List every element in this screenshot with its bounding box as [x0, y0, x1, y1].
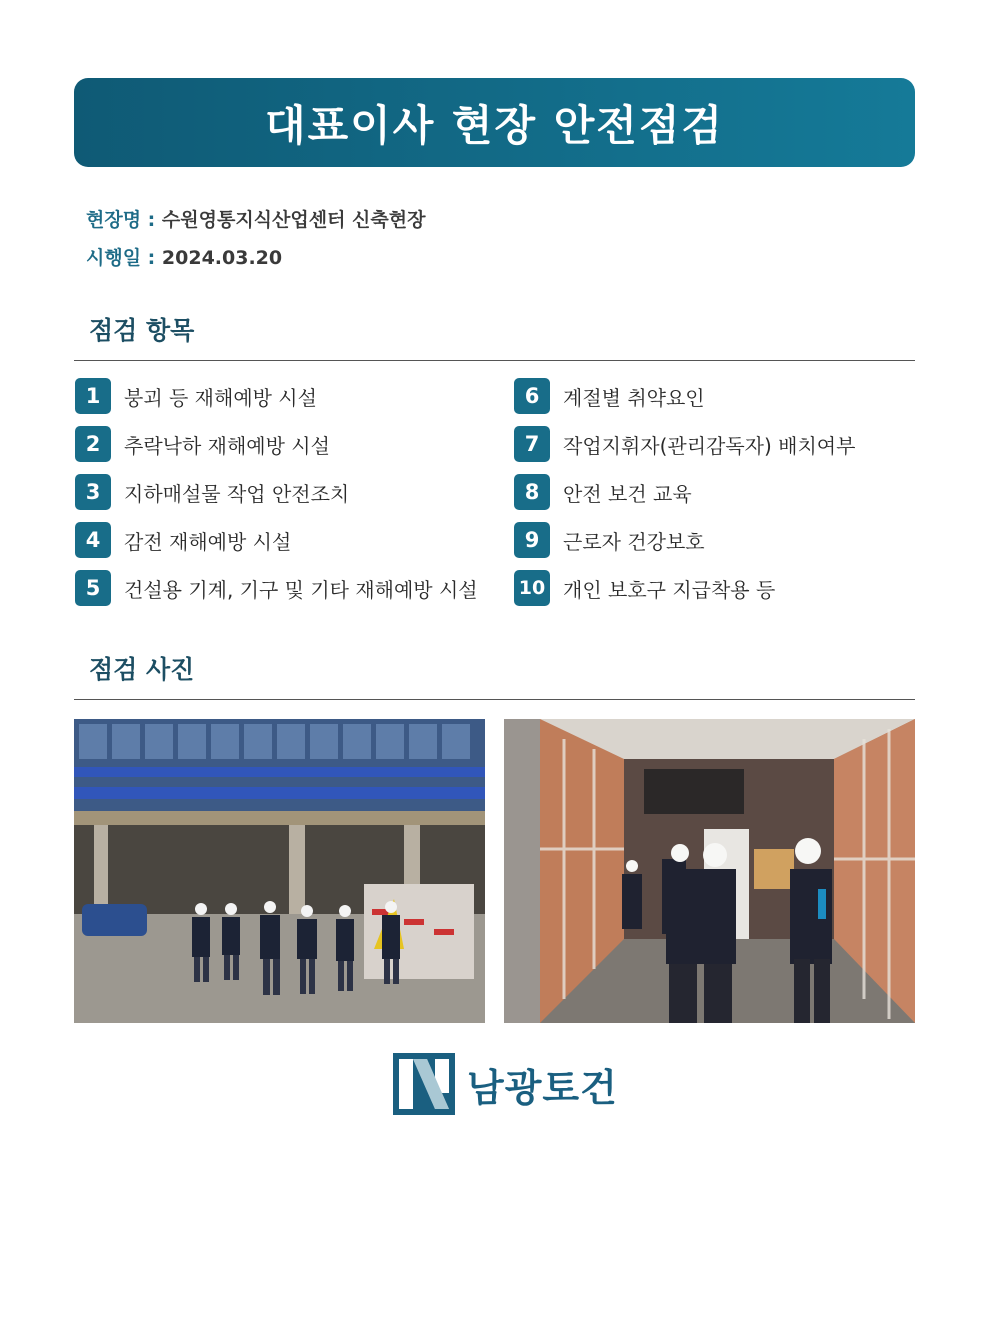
- site-label: 현장명 :: [86, 209, 156, 231]
- item-text: 작업지휘자(관리감독자) 배치여부: [563, 433, 856, 458]
- item-number-badge: 4: [75, 522, 111, 558]
- item-number-badge: 10: [514, 570, 550, 606]
- item-text: 계절별 취약요인: [563, 385, 705, 410]
- check-item: [514, 570, 775, 606]
- item-text: 근로자 건강보호: [563, 529, 705, 554]
- inspection-photo-exterior: [74, 719, 485, 1023]
- item-number-badge: 1: [75, 378, 111, 414]
- item-number-badge: 3: [75, 474, 111, 510]
- company-logo: [393, 1053, 618, 1115]
- check-item: [514, 522, 705, 558]
- site-value: 수원영통지식산업센터 신축현장: [161, 209, 426, 231]
- check-item: [75, 378, 317, 414]
- item-text: 추락낙하 재해예방 시설: [124, 433, 330, 458]
- title-banner: [74, 78, 915, 167]
- date-value: 2024.03.20: [161, 247, 283, 269]
- item-number-badge: 6: [514, 378, 550, 414]
- item-text: 지하매설물 작업 안전조치: [124, 481, 350, 506]
- item-text: 감전 재해예방 시설: [124, 529, 292, 554]
- page-title: 대표이사 현장 안전점검: [265, 100, 724, 150]
- check-item: [75, 426, 330, 462]
- company-logo-text: 남광토건: [467, 1065, 618, 1110]
- date-label: 시행일 :: [86, 247, 156, 269]
- photos-heading: 점검 사진: [89, 655, 195, 684]
- check-item: [514, 426, 855, 462]
- check-item: [75, 522, 291, 558]
- site-info: [86, 205, 425, 232]
- item-text: 건설용 기계, 기구 및 기타 재해예방 시설: [124, 577, 478, 602]
- item-number-badge: 8: [514, 474, 550, 510]
- inspection-photo-interior: [504, 719, 915, 1023]
- items-heading: 점검 항목: [89, 316, 195, 345]
- photos-divider: [74, 699, 915, 700]
- item-number-badge: 7: [514, 426, 550, 462]
- item-text: 붕괴 등 재해예방 시설: [124, 385, 317, 410]
- item-text: 안전 보건 교육: [563, 481, 692, 506]
- item-number-badge: 9: [514, 522, 550, 558]
- item-text: 개인 보호구 지급착용 등: [563, 577, 776, 602]
- date-info: [86, 243, 282, 270]
- check-item: [75, 570, 478, 606]
- check-item: [514, 474, 692, 510]
- item-number-badge: 5: [75, 570, 111, 606]
- check-item: [514, 378, 705, 414]
- item-number-badge: 2: [75, 426, 111, 462]
- items-divider: [74, 360, 915, 361]
- check-item: [75, 474, 349, 510]
- company-logo-mark: [393, 1053, 455, 1115]
